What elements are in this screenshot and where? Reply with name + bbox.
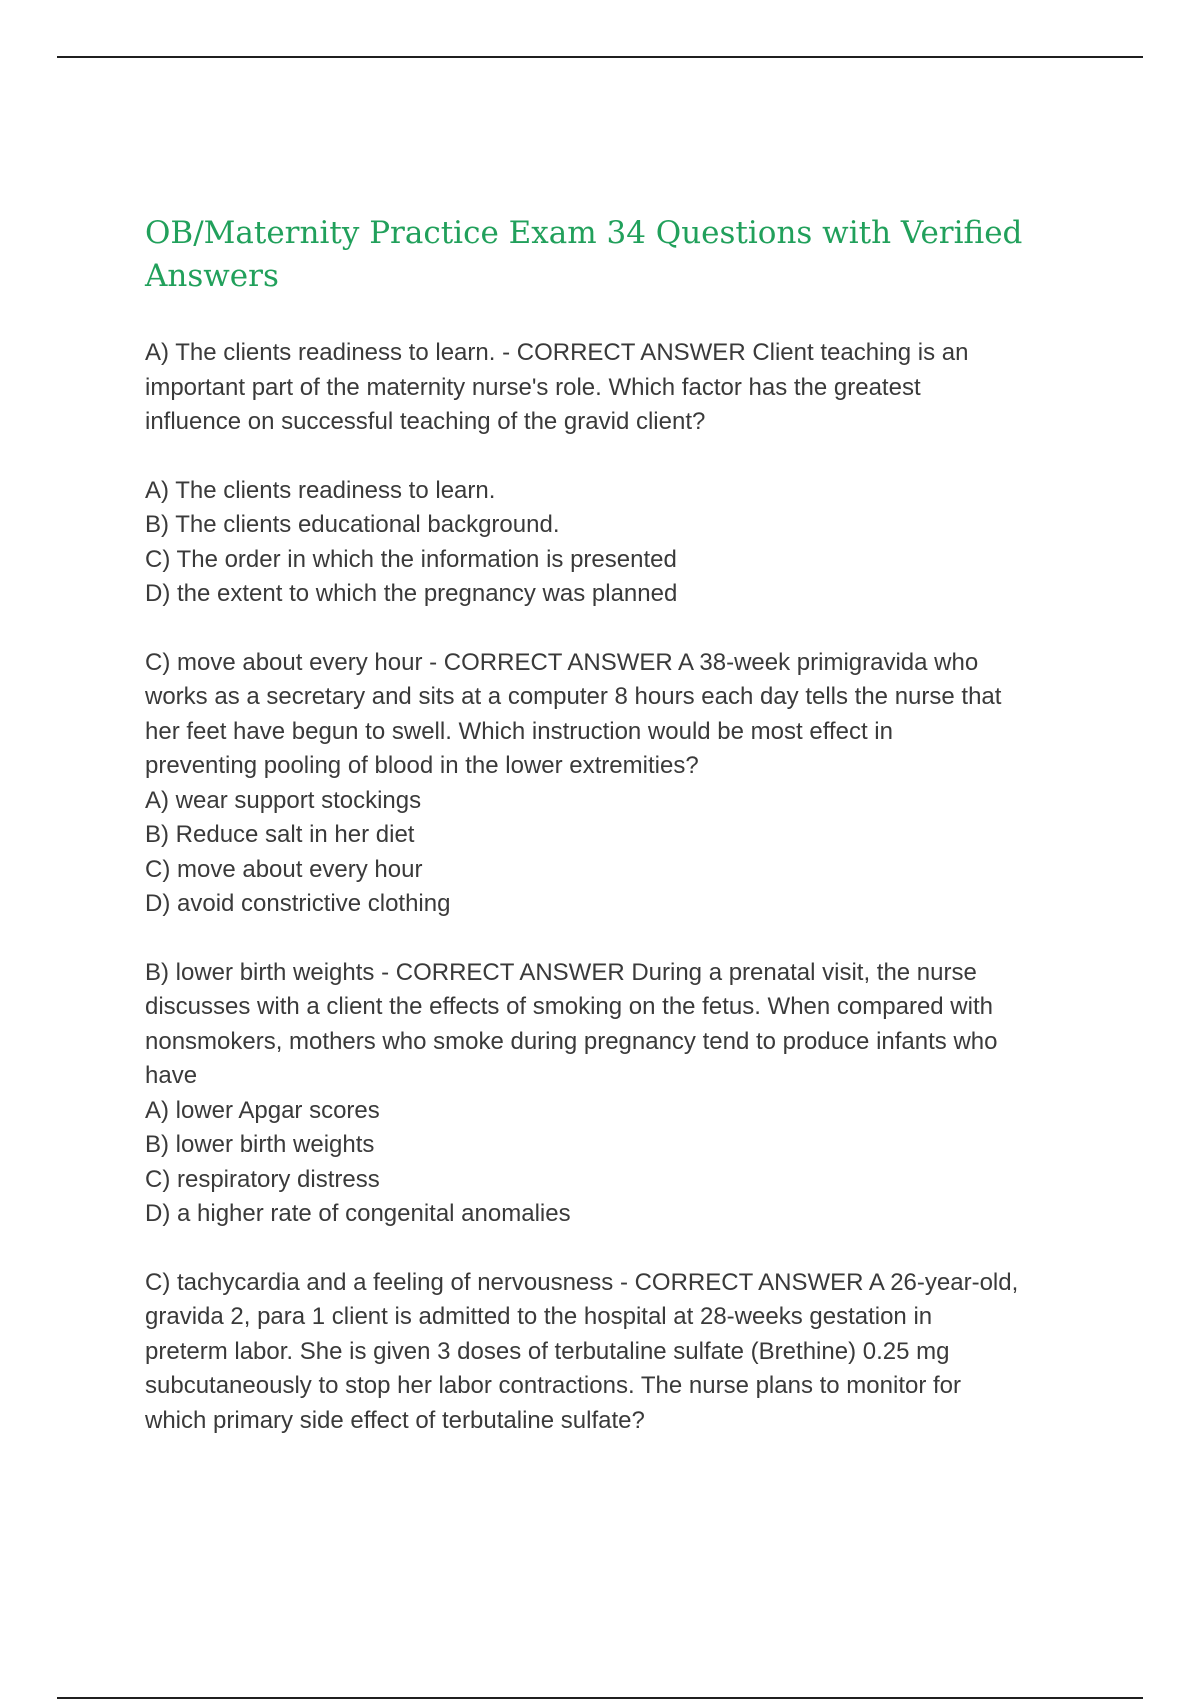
option-c: C) respiratory distress [145,1165,380,1193]
option-a: A) wear support stockings [145,786,422,814]
prompt-line: have [145,1062,198,1089]
bottom-rule [57,1697,1143,1699]
prompt-line: preterm labor. She is given 3 doses of terbutaline sulfate (Brethine) 0.25 mg [145,1337,950,1365]
prompt-line: works as a secretary and sits at a computer 8 hours each day tells the nurse that [145,683,1002,710]
prompt-line: nonsmokers, mothers who smoke during pregnancy tend to produce infants who [145,1027,998,1055]
option-d: D) avoid constrictive clothing [145,890,451,917]
top-rule [57,56,1143,58]
question-1-prompt [145,336,1090,440]
prompt-line: A) The clients readiness to learn. - CORRECT ANSWER Client teaching is an [145,339,969,366]
document-body [145,212,1090,1472]
option-d: D) a higher rate of congenital anomalies [145,1200,571,1227]
prompt-line: C) tachycardia and a feeling of nervousness - CORRECT ANSWER A 26-year-old, [145,1268,1019,1296]
option-d: D) the extent to which the pregnancy was planned [145,580,678,607]
title-line: OB/Maternity Practice Exam 34 Questions with Verified [145,215,1023,251]
prompt-line: discusses with a client the effects of smoking on the fetus. When compared with [145,993,993,1020]
prompt-line: B) lower birth weights - CORRECT ANSWER During a prenatal visit, the nurse [145,958,977,986]
prompt-line: C) move about every hour - CORRECT ANSWER A 38-week primigravida who [145,648,979,676]
prompt-line: preventing pooling of blood in the lower extremities? [145,752,699,779]
document-title [145,212,1090,298]
prompt-line: influence on successful teaching of the gravid client? [145,408,706,435]
option-a: A) lower Apgar scores [145,1096,380,1124]
option-b: B) Reduce salt in her diet [145,821,415,848]
prompt-line: gravida 2, para 1 client is admitted to the hospital at 28-weeks gestation in [145,1303,933,1330]
option-c: C) move about every hour [145,855,423,883]
prompt-line: subcutaneously to stop her labor contractions. The nurse plans to monitor for [145,1372,962,1399]
title-line: Answers [145,258,279,294]
option-b: B) The clients educational background. [145,511,560,538]
option-a: A) The clients readiness to learn. [145,476,496,504]
question-3 [145,956,1090,1232]
question-1-options [145,474,1090,612]
question-4 [145,1266,1090,1439]
option-b: B) lower birth weights [145,1131,375,1158]
prompt-line: her feet have begun to swell. Which instruction would be most effect in [145,717,893,745]
option-c: C) The order in which the information is presented [145,545,677,573]
prompt-line: important part of the maternity nurse's role. Which factor has the greatest [145,373,921,401]
prompt-line: which primary side effect of terbutaline sulfate? [145,1406,645,1434]
question-2 [145,646,1090,922]
